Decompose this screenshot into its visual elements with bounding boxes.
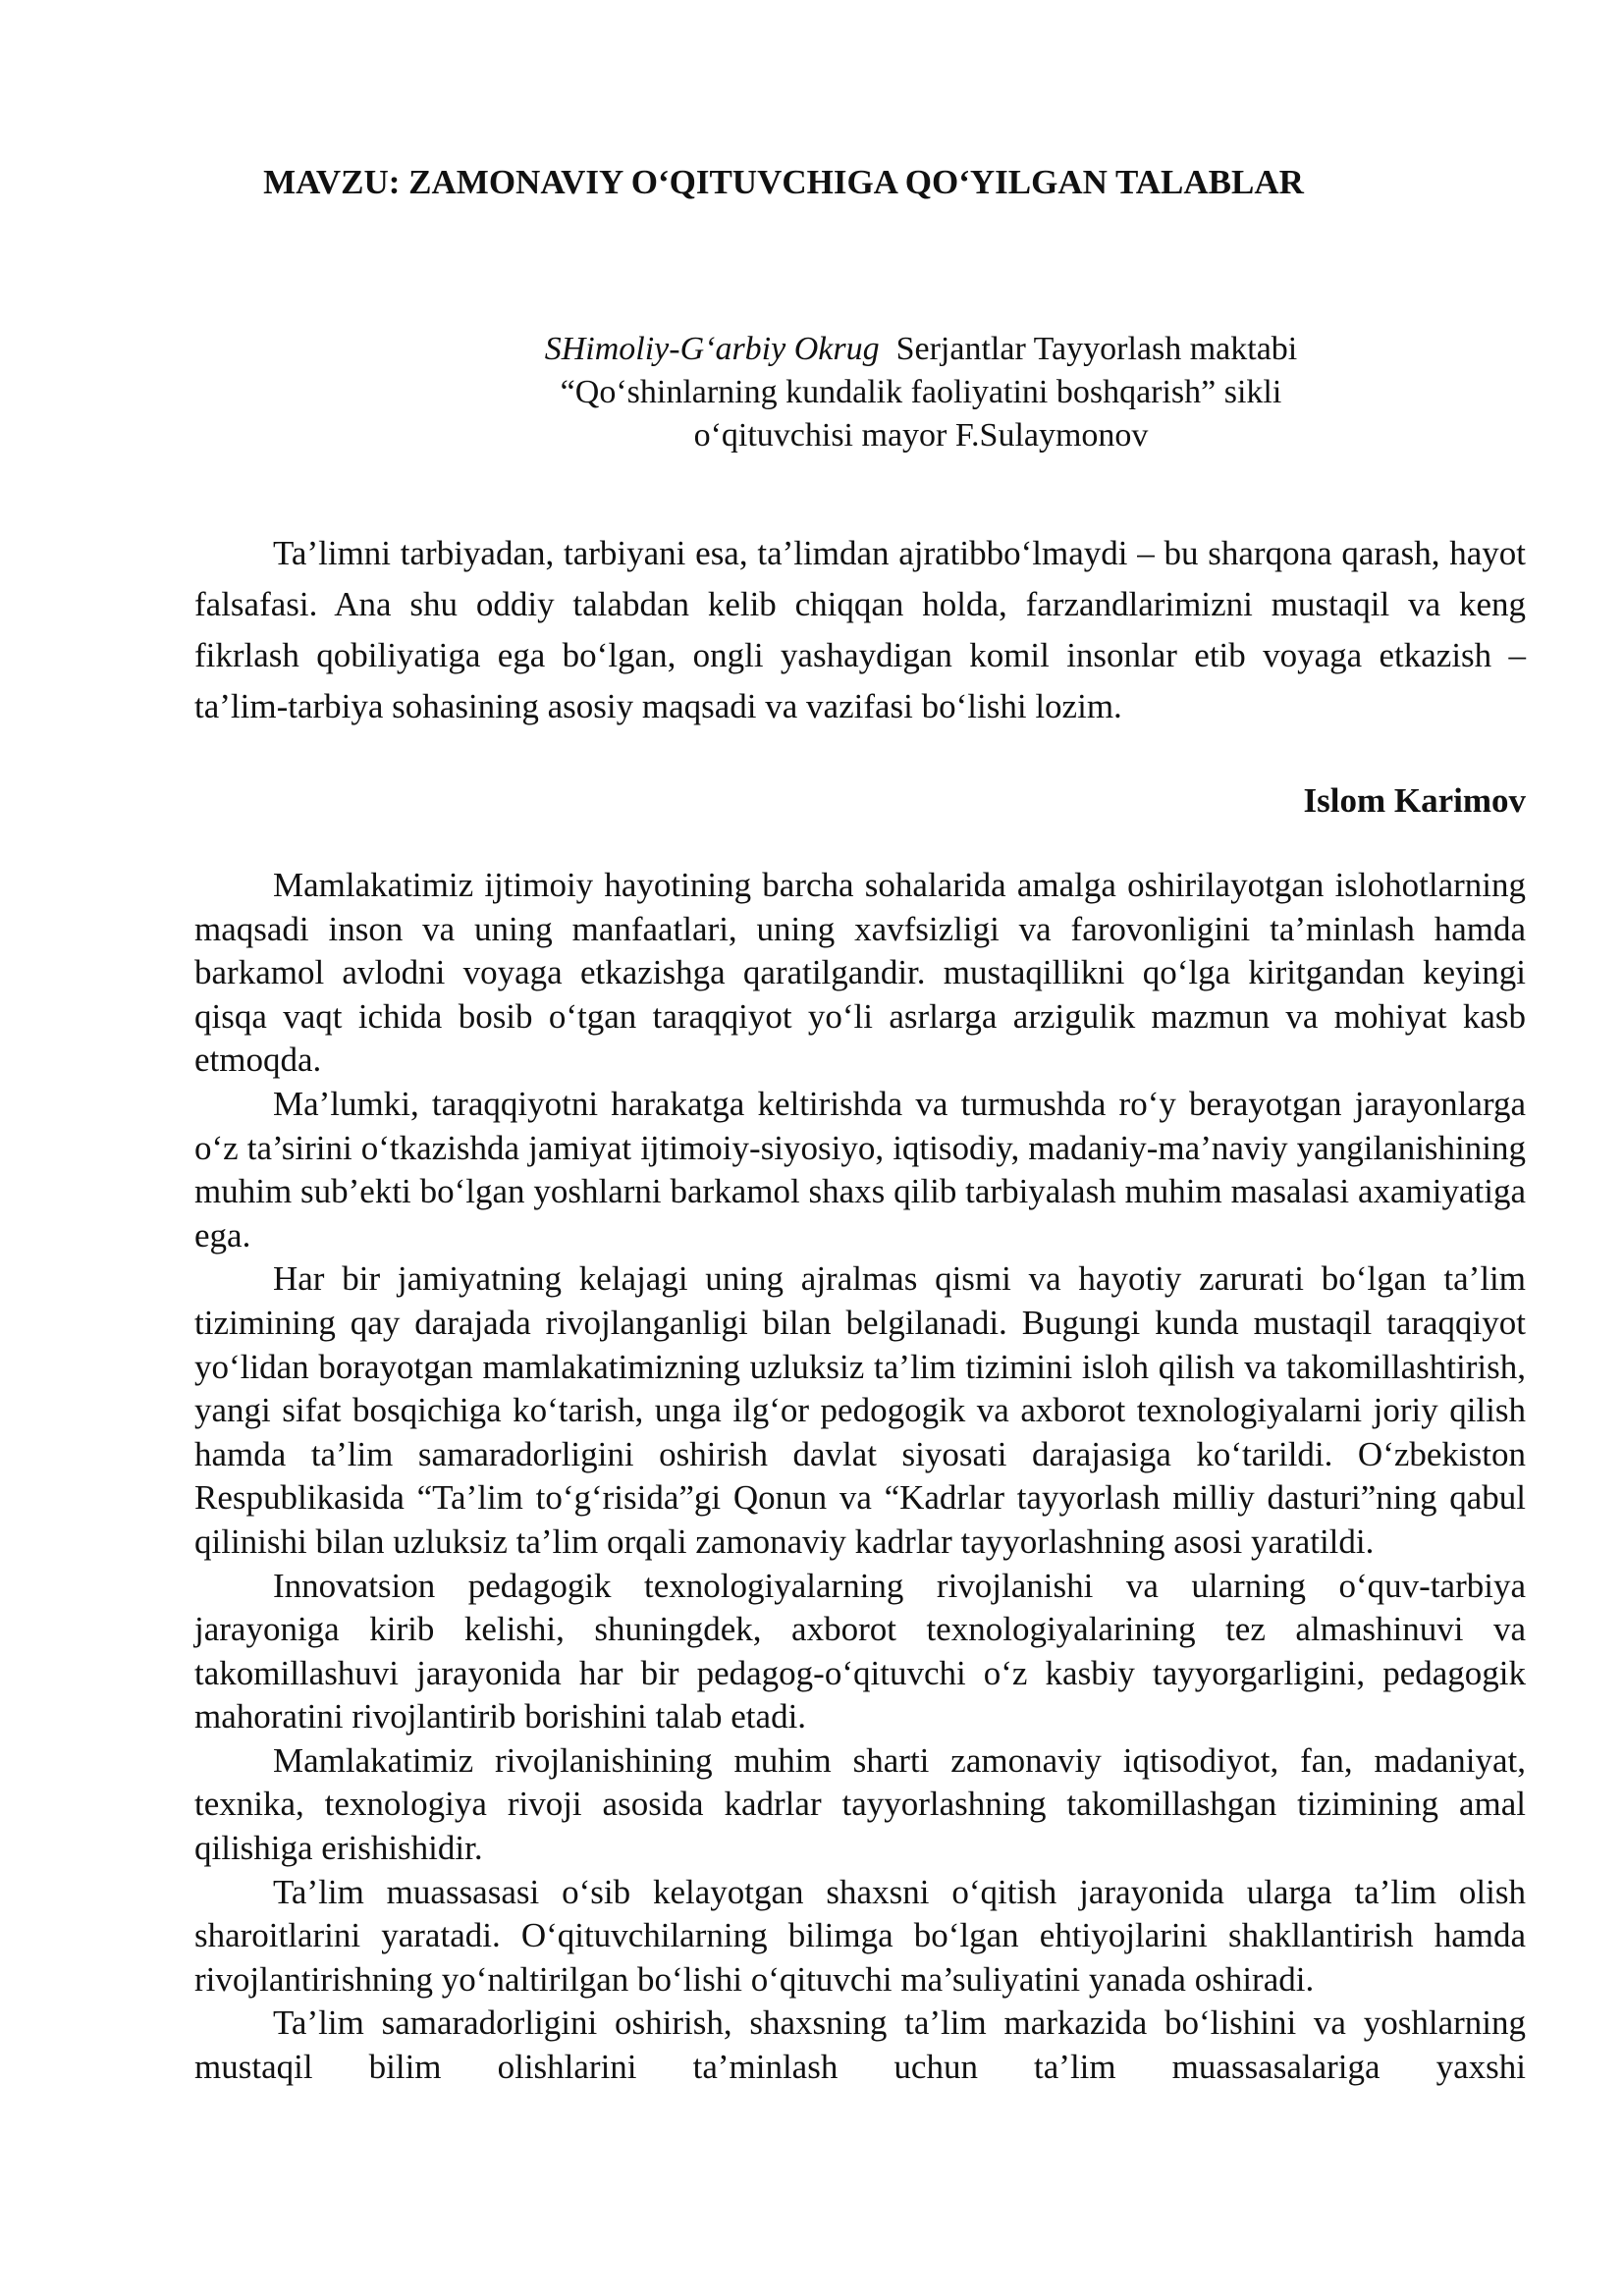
- author-line-2: “Qo‘shinlarning kundalik faoliyatini boshqarish” sikli: [560, 374, 1282, 410]
- paragraph: Ta’lim muassasasi o‘sib kelayotgan shaxsni o‘qitish jarayonida ularga ta’lim olish sharoitlarini yaratadi. O‘qituvchilarning bilimga bo‘lgan ehtiyojlarini shakllantirish hamda rivojlantirishning yo‘naltirilgan bo‘lishi o‘qituvchi ma’suliyatini yanada oshiradi.: [194, 1872, 1526, 1999]
- paragraph: Mamlakatimiz ijtimoiy hayotining barcha sohalarida amalga oshirilayotgan islohotlarning maqsadi inson va uning manfaatlari, uning xavfsizligi va farovonligini ta’minlash hamda barkamol avlodni voyaga etkazishga qaratilgandir. mustaqillikni qo‘lga kiritgandan keyingi qisqa vaqt ichida bosib o‘tgan taraqqiyot yo‘li asrlarga arzigulik mazmun va mohiyat kasb etmoqda.: [194, 866, 1526, 1080]
- document-title: MAVZU: ZAMONAVIY O‘QITUVCHIGA QO‘YILGAN TALABLAR: [263, 163, 1304, 201]
- paragraph: Mamlakatimiz rivojlanishining muhim sharti zamonaviy iqtisodiyot, fan, madaniyat, texnika, texnologiya rivoji asosida kadrlar tayyorlashning takomillashgan tizimining amal qilishiga erishishidir.: [194, 1740, 1526, 1868]
- author-block: [518, 328, 1324, 457]
- author-region: SHimoliy-G‘arbiy Okrug: [544, 331, 880, 367]
- author-school: Serjantlar Tayyorlash maktabi: [879, 331, 1298, 367]
- paragraph: Ma’lumki, taraqqiyotni harakatga keltirishda va turmushda ro‘y berayotgan jarayonlarga o‘z ta’sirini o‘tkazishda jamiyat ijtimoiy-siyosiyo, iqtisodiy, madaniy-ma’naviy yangilanishining muhim sub’ekti bo‘lgan yoshlarni barkamol shaxs qilib tarbiyalash muhim masalasi axamiyatiga ega.: [194, 1084, 1526, 1255]
- author-line-3: o‘qituvchisi mayor F.Sulaymonov: [693, 417, 1149, 454]
- document-body: [194, 864, 1526, 2090]
- author-line-1: [518, 328, 1324, 371]
- paragraph: Har bir jamiyatning kelajagi uning ajralmas qismi va hayotiy zarurati bo‘lgan ta’lim tizimining qay darajada rivojlanganligi bilan belgilanadi. Bugungi kunda mustaqil taraqqiyot yo‘lidan borayotgan mamlakatimizning uzluksiz ta’lim tizimini isloh qilish va takomillashtirish, yangi sifat bosqichiga ko‘tarish, unga ilg‘or pedogogik va axborot texnologiyalarni joriy qilish hamda ta’lim samaradorligini oshirish davlat siyosati darajasiga ko‘tarildi. O‘zbekiston Respublikasida “Ta’lim to‘g‘risida”gi Qonun va “Kadrlar tayyorlash milliy dasturi”ning qabul qilinishi bilan uzluksiz ta’lim orqali zamonaviy kadrlar tayyorlashning asosi yaratildi.: [194, 1259, 1526, 1561]
- paragraph: Ta’lim samaradorligini oshirish, shaxsning ta’lim markazida bo‘lishini va yoshlarning mustaqil bilim olishlarini ta’minlash uchun ta’lim muassasalariga yaxshi: [194, 2003, 1526, 2087]
- epigraph-text: Ta’limni tarbiyadan, tarbiyani esa, ta’limdan ajratibbo‘lmaydi – bu sharqona qarash, hayot falsafasi. Ana shu oddiy talabdan kelib chiqqan holda, farzandlarimizni mustaqil va keng fikrlash qobiliyatiga ega bo‘lgan, ongli yashaydigan komil insonlar etib voyaga etkazish – ta’lim-tarbiya sohasining asosiy maqsadi va vazifasi bo‘lishi lozim.: [194, 534, 1526, 725]
- epigraph-author: Islom Karimov: [1303, 781, 1526, 820]
- paragraph: Innovatsion pedagogik texnologiyalarning rivojlanishi va ularning o‘quv-tarbiya jarayoniga kirib kelishi, shuningdek, axborot texnologiyalarining tez almashinuvi va takomillashuvi jarayonida har bir pedagog-o‘qituvchi o‘z kasbiy tayyorgarligini, pedagogik mahoratini rivojlantirib borishini talab etadi.: [194, 1566, 1526, 1736]
